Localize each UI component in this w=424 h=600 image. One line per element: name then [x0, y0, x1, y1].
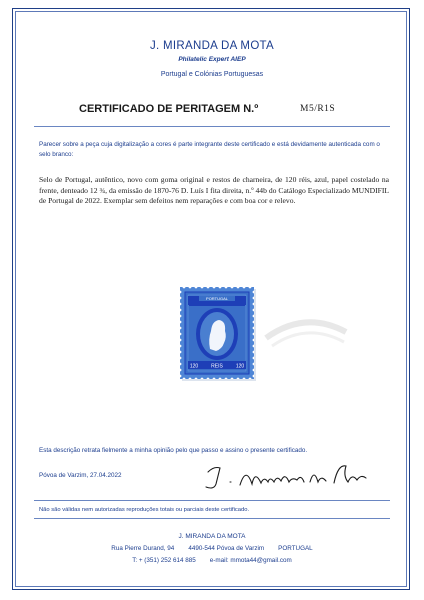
- stamp-description: Selo de Portugal, autêntico, novo com goma original e restos de charneira, de 120 réis, azul, papel costelado na frente, denteado 12 ¾, da emissão de 1870-76 D. Luís I fita direita, n.º 44b do Catálogo Especializado MUNDIFIL de Portugal de 2022. Exemplar sem defeitos nem reparações e com boa cor e relevo.: [39, 175, 389, 205]
- disclaimer-rule-top: [34, 500, 390, 501]
- expert-subtitle: Philatelic Expert AIEP: [178, 56, 246, 63]
- footer-country: PORTUGAL: [278, 545, 313, 552]
- embossed-seal: [262, 308, 348, 350]
- stamp-top-text: PORTUGAL: [206, 296, 228, 301]
- footer-contact: [0, 557, 424, 564]
- expert-name: J. MIRANDA DA MOTA: [149, 40, 275, 52]
- footer-name: J. MIRANDA DA MOTA: [178, 533, 246, 540]
- certificate-title: CERTIFICADO DE PERITAGEM N.º: [79, 103, 259, 115]
- intro-text: Parecer sobre a peça cuja digitalização a cores é parte integrante deste certificado e está devidamente autenticada com o selo branco:: [39, 141, 380, 158]
- title-rule: [34, 126, 390, 127]
- stamp-image: [180, 287, 254, 379]
- place-and-date: Póvoa de Varzim, 27.04.2022: [39, 472, 122, 479]
- closing-statement: Esta descrição retrata fielmente a minha opinião pelo que passo e assino o presente certificado.: [39, 447, 308, 454]
- handwritten-signature: [200, 460, 370, 492]
- disclaimer-text: Não são válidas nem autorizadas reproduções totais ou parciais deste certificado.: [39, 507, 250, 513]
- disclaimer-rule-bottom: [34, 518, 390, 519]
- stamp-currency: REIS: [211, 363, 223, 370]
- footer-street: Rua Pierre Durand, 94: [111, 545, 175, 552]
- footer-phone: T: + (351) 252 614 885: [132, 557, 196, 564]
- certificate-number: M5/R1S: [300, 104, 336, 114]
- footer-city: 4490-544 Póvoa de Varzim: [188, 545, 265, 552]
- footer-address: [0, 545, 424, 552]
- stamp-value-left: 120: [189, 363, 199, 370]
- stamp-value-right: 120: [235, 363, 245, 370]
- expert-area: Portugal e Colónias Portuguesas: [160, 71, 264, 78]
- footer-email: e-mail: mmota44@gmail.com: [209, 557, 292, 564]
